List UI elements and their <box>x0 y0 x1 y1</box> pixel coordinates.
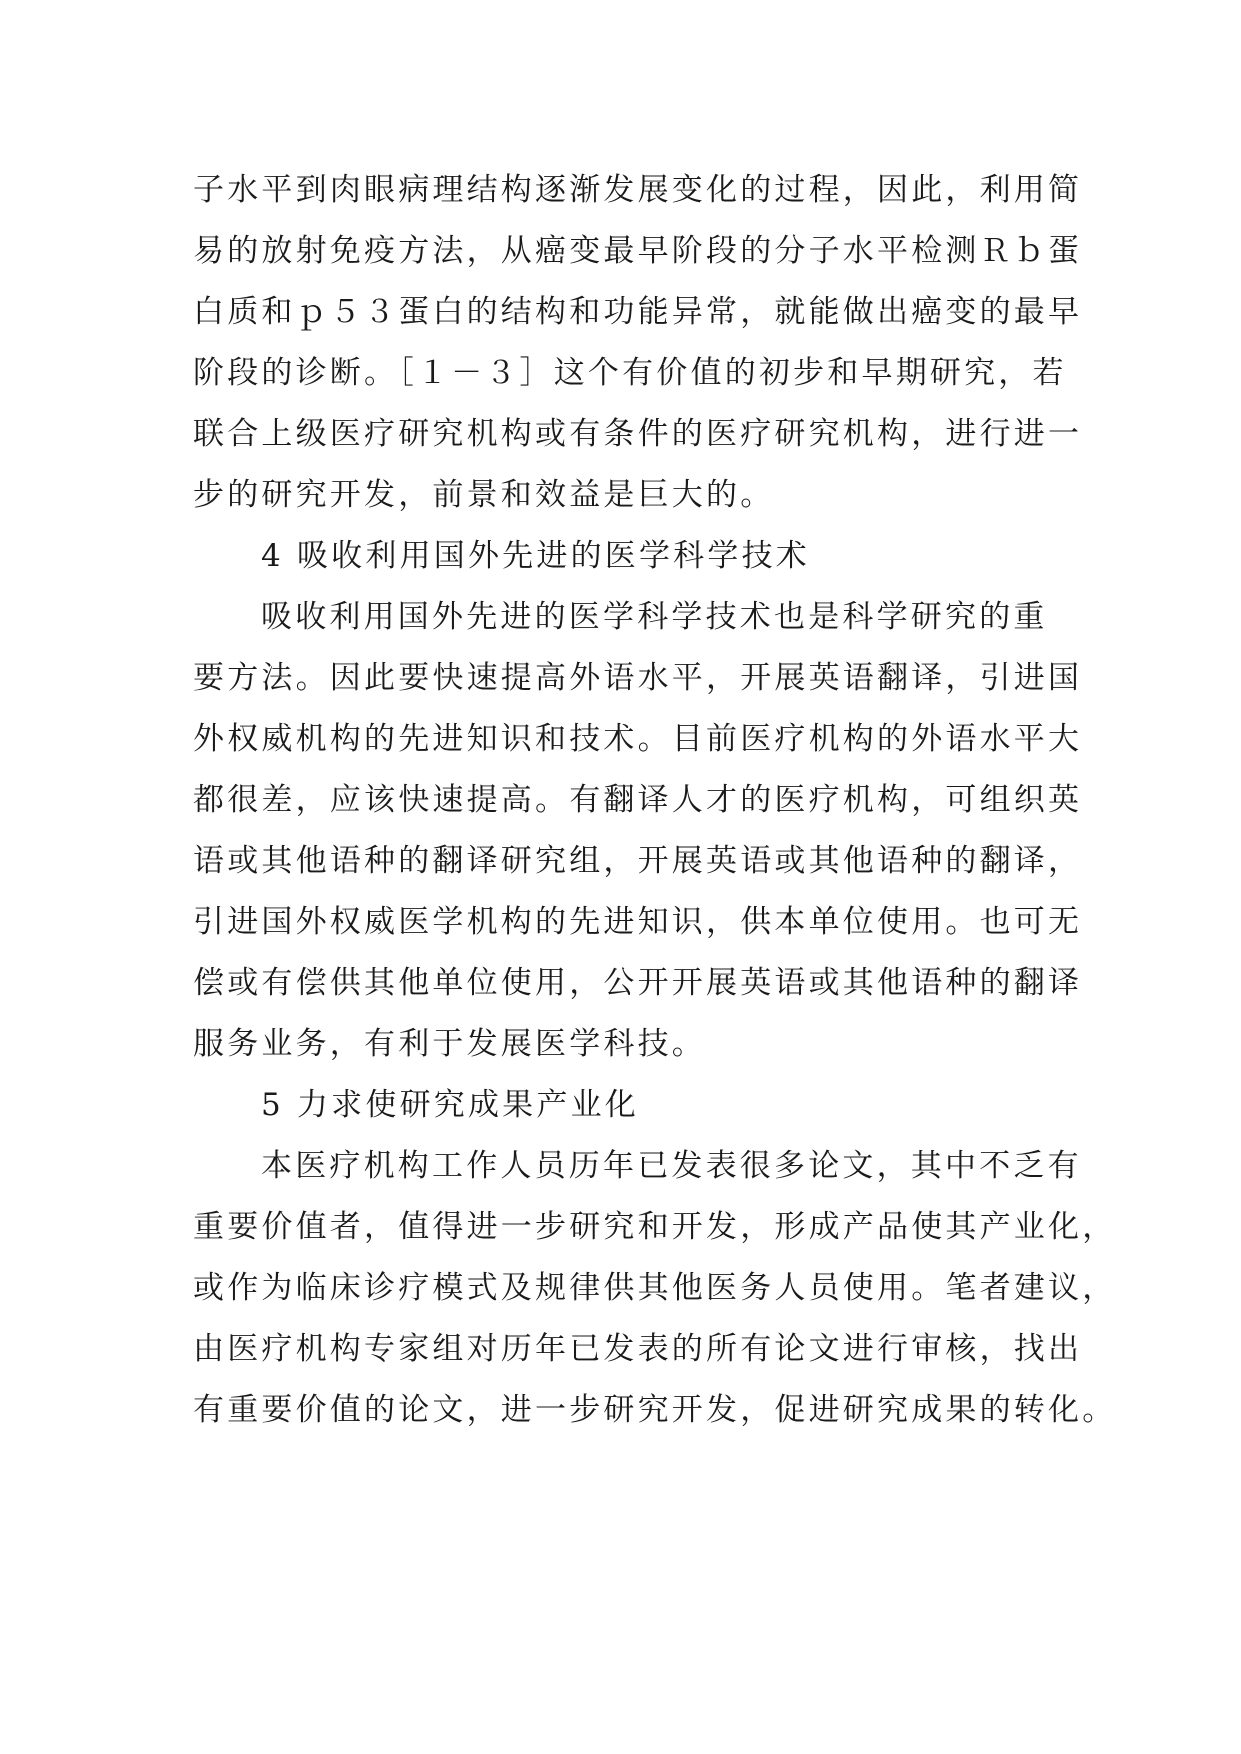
text-line: 联合上级医疗研究机构或有条件的医疗研究机构，进行进一 <box>193 416 1083 452</box>
text-line: 本医疗机构工作人员历年已发表很多论文，其中不乏有 <box>261 1148 1082 1184</box>
text-line: 重要价值者，值得进一步研究和开发，形成产品使其产业化， <box>193 1209 1117 1245</box>
text-line: 或作为临床诊疗模式及规律供其他医务人员使用。笔者建议， <box>193 1270 1117 1306</box>
text-line: 由医疗机构专家组对历年已发表的所有论文进行审核，找出 <box>193 1331 1083 1367</box>
paragraph-1 <box>193 160 1083 526</box>
document-body <box>193 160 1117 1441</box>
text-line: 吸收利用国外先进的医学科学技术也是科学研究的重 <box>261 599 1048 635</box>
text-line: 有重要价值的论文，进一步研究开发，促进研究成果的转化。 <box>193 1392 1117 1428</box>
paragraph-2 <box>193 587 1083 1075</box>
text-line: 子水平到肉眼病理结构逐渐发展变化的过程，因此，利用简 <box>193 172 1083 208</box>
text-line: 易的放射免疫方法，从癌变最早阶段的分子水平检测Ｒｂ蛋 <box>193 233 1083 269</box>
text-line: 都很差，应该快速提高。有翻译人才的医疗机构，可组织英 <box>193 782 1083 818</box>
text-line: 白质和ｐ５３蛋白的结构和功能异常，就能做出癌变的最早 <box>193 294 1083 330</box>
text-line: 偿或有偿供其他单位使用，公开开展英语或其他语种的翻译 <box>193 965 1083 1001</box>
text-line: 要方法。因此要快速提高外语水平，开展英语翻译，引进国 <box>193 660 1083 696</box>
section-heading-5: 5 力求使研究成果产业化 <box>261 1087 639 1123</box>
text-line: 步的研究开发，前景和效益是巨大的。 <box>193 477 775 513</box>
text-line: 引进国外权威医学机构的先进知识，供本单位使用。也可无 <box>193 904 1083 940</box>
text-line: 外权威机构的先进知识和技术。目前医疗机构的外语水平大 <box>193 721 1083 757</box>
text-line: 语或其他语种的翻译研究组，开展英语或其他语种的翻译， <box>193 843 1083 879</box>
section-heading-4: 4 吸收利用国外先进的医学科学技术 <box>261 538 810 574</box>
paragraph-3 <box>193 1136 1117 1441</box>
text-line: 服务业务，有利于发展医学科技。 <box>193 1026 706 1062</box>
text-line: 阶段的诊断。［１－３］这个有价值的初步和早期研究，若 <box>193 355 1067 391</box>
